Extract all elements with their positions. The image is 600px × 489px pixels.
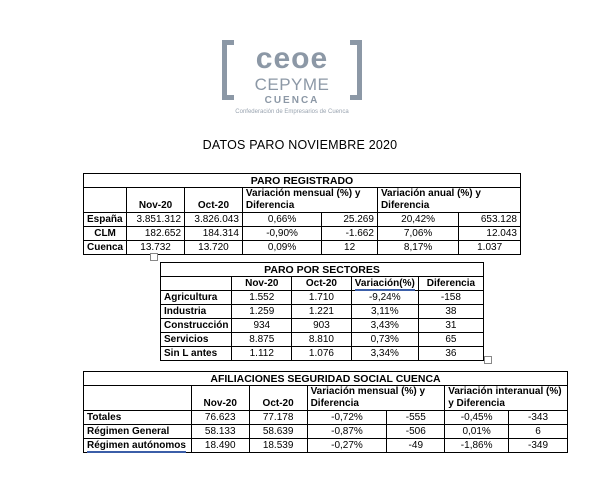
cell-nov: 18.490 <box>191 439 249 453</box>
logo-cuenca-text: CUENCA <box>264 95 320 106</box>
row-label: Servicios <box>161 333 232 347</box>
cell-var-a-pct: -1,86% <box>445 439 509 453</box>
cell-dif: 65 <box>418 333 483 347</box>
cell-var-m-pct: -0,87% <box>307 425 387 439</box>
table-heading-row <box>84 372 568 386</box>
cell-nov: 76.623 <box>191 411 249 425</box>
cell-var: -9,24% <box>351 291 418 305</box>
col-header-nov: Nov-20 <box>127 188 185 213</box>
cell-nov: 8.875 <box>232 333 292 347</box>
cell-var-m-pct: -0,72% <box>307 411 387 425</box>
row-label <box>84 439 192 453</box>
row-label: Régimen General <box>84 425 192 439</box>
ceoe-cepyme-logo <box>222 40 362 120</box>
row-label: CLM <box>84 227 127 241</box>
table-resize-handle[interactable] <box>484 356 492 364</box>
cell-var: 3,34% <box>351 347 418 361</box>
cell-dif: 36 <box>418 347 483 361</box>
cell-var-a-pct: -0,45% <box>445 411 509 425</box>
table-move-handle[interactable] <box>150 253 158 261</box>
empty-header-cell <box>84 188 127 213</box>
cell-oct: 3.826.043 <box>185 213 243 227</box>
cell-var-a-pct: 7,06% <box>377 227 458 241</box>
row-label: Sin L antes <box>161 347 232 361</box>
table-header-row <box>84 386 568 411</box>
cell-dif: -158 <box>418 291 483 305</box>
cell-oct: 77.178 <box>249 411 307 425</box>
table-row <box>84 425 568 439</box>
cell-var-m-dif: 25.269 <box>322 213 378 227</box>
cell-var: 3,11% <box>351 305 418 319</box>
logo-ceoe-text: ceoe <box>255 42 329 75</box>
col-header-var-mensual: Variación mensual (%) y Diferencia <box>307 386 445 411</box>
paro-sectores-heading: PARO POR SECTORES <box>161 263 484 277</box>
cell-var-m-pct: -0,90% <box>242 227 321 241</box>
table-row <box>84 411 568 425</box>
cell-nov: 58.133 <box>191 425 249 439</box>
cell-var-a-pct: 8,17% <box>377 241 458 255</box>
afiliaciones-table <box>83 371 568 453</box>
table-row <box>161 333 484 347</box>
table-row <box>161 305 484 319</box>
cell-var: 0,73% <box>351 333 418 347</box>
cell-var-m-dif: -555 <box>387 411 445 425</box>
cell-nov: 182.652 <box>127 227 185 241</box>
cell-var-m-pct: -0,27% <box>307 439 387 453</box>
col-header-oct: Oct-20 <box>292 277 352 291</box>
cell-var-m-dif: -1.662 <box>322 227 378 241</box>
cell-var-a-dif: 6 <box>509 425 568 439</box>
col-header-oct: Oct-20 <box>185 188 243 213</box>
col-header-var-interanual: Variación interanual (%) y Diferencia <box>445 386 568 411</box>
row-label: Construcción <box>161 319 232 333</box>
cell-nov: 13.732 <box>127 241 185 255</box>
table-row <box>84 439 568 453</box>
logo-cepyme-text: CEPYME <box>254 75 330 94</box>
cell-var-a-dif: 1.037 <box>459 241 521 255</box>
row-label-text: Régimen autónomos <box>87 439 186 451</box>
row-label: Industria <box>161 305 232 319</box>
cell-var-a-dif: -343 <box>509 411 568 425</box>
col-header-variacion <box>351 277 418 291</box>
table-header-row <box>84 188 521 213</box>
row-label: Totales <box>84 411 192 425</box>
cell-nov: 934 <box>232 319 292 333</box>
cell-oct: 1.076 <box>292 347 352 361</box>
paro-registrado-heading: PARO REGISTRADO <box>84 174 521 188</box>
cell-var: 3,43% <box>351 319 418 333</box>
col-header-nov: Nov-20 <box>191 386 249 411</box>
empty-header-cell <box>161 277 232 291</box>
table-heading-row <box>161 263 484 277</box>
col-header-var-anual: Variación anual (%) y Diferencia <box>377 188 520 213</box>
cell-oct: 184.314 <box>185 227 243 241</box>
cell-oct: 18.539 <box>249 439 307 453</box>
col-header-var-mensual: Variación mensual (%) y Diferencia <box>242 188 377 213</box>
cell-var-a-dif: 12.043 <box>459 227 521 241</box>
variacion-label: Variación(%) <box>354 277 415 289</box>
col-header-nov: Nov-20 <box>232 277 292 291</box>
cell-nov: 1.259 <box>232 305 292 319</box>
table-heading-row <box>84 174 521 188</box>
col-header-oct: Oct-20 <box>249 386 307 411</box>
cell-nov: 1.112 <box>232 347 292 361</box>
cell-var-a-dif: 653.128 <box>459 213 521 227</box>
paro-sectores-table <box>160 262 484 361</box>
cell-oct: 1.710 <box>292 291 352 305</box>
cell-nov: 1.552 <box>232 291 292 305</box>
cell-var-a-pct: 20,42% <box>377 213 458 227</box>
paro-registrado-table <box>83 173 521 255</box>
afiliaciones-heading: AFILIACIONES SEGURIDAD SOCIAL CUENCA <box>84 372 568 386</box>
page-title: DATOS PARO NOVIEMBRE 2020 <box>202 138 398 152</box>
cell-var-a-pct: 0,01% <box>445 425 509 439</box>
empty-header-cell <box>84 386 192 411</box>
cell-var-m-pct: 0,66% <box>242 213 321 227</box>
table-row <box>84 227 521 241</box>
row-label: Agricultura <box>161 291 232 305</box>
col-header-diferencia: Diferencia <box>418 277 483 291</box>
cell-oct: 903 <box>292 319 352 333</box>
cell-var-m-dif: 12 <box>322 241 378 255</box>
cell-oct: 1.221 <box>292 305 352 319</box>
cell-dif: 31 <box>418 319 483 333</box>
row-label: Cuenca <box>84 241 127 255</box>
cell-oct: 13.720 <box>185 241 243 255</box>
cell-oct: 8.810 <box>292 333 352 347</box>
cell-var-a-dif: -349 <box>509 439 568 453</box>
cell-var-m-dif: -49 <box>387 439 445 453</box>
logo-caption: Confederación de Empresarios de Cuenca <box>235 109 349 115</box>
cell-oct: 58.639 <box>249 425 307 439</box>
cell-var-m-pct: 0,09% <box>242 241 321 255</box>
table-row <box>161 319 484 333</box>
table-row <box>84 213 521 227</box>
table-header-row <box>161 277 484 291</box>
cell-nov: 3.851.312 <box>127 213 185 227</box>
table-row <box>161 347 484 361</box>
row-label: España <box>84 213 127 227</box>
table-row <box>161 291 484 305</box>
cell-dif: 38 <box>418 305 483 319</box>
cell-var-m-dif: -506 <box>387 425 445 439</box>
